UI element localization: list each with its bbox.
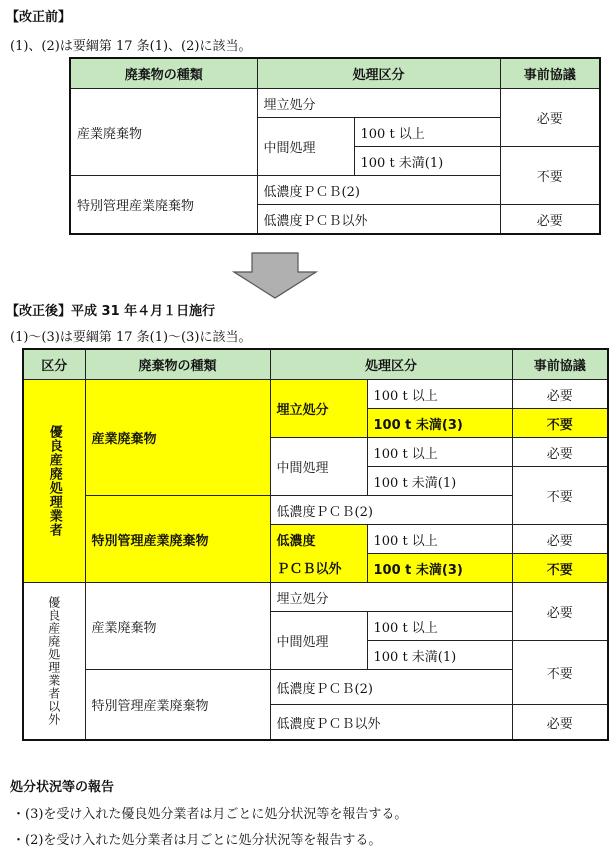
report-heading: 処分状況等の報告	[10, 780, 115, 795]
header-treatment: 処理区分	[257, 58, 500, 89]
cell-industrial: 産業廃棄物	[70, 89, 257, 176]
before-table	[69, 57, 601, 235]
cell-not-required: 不要	[512, 409, 608, 438]
after-table	[22, 348, 609, 741]
cell-special: 特別管理産業廃棄物	[85, 670, 270, 741]
header-consultation: 事前協議	[512, 349, 608, 380]
cell-under100-3: 100 t 未満(3)	[367, 554, 512, 583]
cell-pcb-low-other-1: 低濃度	[270, 525, 367, 554]
header-consultation: 事前協議	[500, 58, 600, 89]
after-note: (1)～(3)は要綱第 17 条(1)～(3)に該当。	[10, 330, 252, 345]
cell-under100: 100 t 未満(1)	[354, 147, 500, 176]
report-item-2: ・(2)を受け入れた処分業者は月ごとに処分状況等を報告する。	[12, 833, 382, 848]
cell-not-required: 不要	[512, 467, 608, 525]
cell-not-required: 不要	[512, 554, 608, 583]
cell-required: 必要	[500, 205, 600, 235]
cell-not-required: 不要	[512, 641, 608, 705]
cell-over100: 100 t 以上	[354, 118, 500, 147]
cell-under100-1: 100 t 未満(1)	[367, 641, 512, 670]
cell-pcb-other: 低濃度ＰＣＢ以外	[270, 705, 512, 741]
cell-intermediate: 中間処理	[270, 438, 367, 496]
cell-required: 必要	[512, 705, 608, 741]
after-heading: 【改正後】平成 31 年４月１日施行	[6, 304, 216, 319]
header-waste-type: 廃棄物の種類	[85, 349, 270, 380]
cell-special: 特別管理産業廃棄物	[85, 496, 270, 583]
cell-pcb-low: 低濃度ＰＣＢ(2)	[270, 670, 512, 705]
cell-over100: 100 t 以上	[367, 380, 512, 409]
non-excellent-label: 優良産廃処理業者以外	[46, 596, 61, 726]
cell-required: 必要	[512, 380, 608, 409]
cell-over100: 100 t 以上	[367, 612, 512, 641]
cell-pcb-other: 低濃度ＰＣＢ以外	[257, 205, 500, 235]
down-arrow-icon	[232, 252, 318, 300]
cell-required: 必要	[512, 438, 608, 467]
report-item-1: ・(3)を受け入れた優良処分業者は月ごとに処分状況等を報告する。	[12, 807, 408, 822]
cell-pcb-low-other-2: ＰＣＢ以外	[270, 554, 367, 583]
cell-over100: 100 t 以上	[367, 438, 512, 467]
before-note: (1)、(2)は要綱第 17 条(1)、(2)に該当。	[10, 39, 252, 54]
cell-under100-3: 100 t 未満(3)	[367, 409, 512, 438]
header-waste-type: 廃棄物の種類	[70, 58, 257, 89]
header-category: 区分	[23, 349, 85, 380]
cell-intermediate: 中間処理	[257, 118, 354, 176]
cell-intermediate: 中間処理	[270, 612, 367, 670]
cell-over100: 100 t 以上	[367, 525, 512, 554]
cell-required: 必要	[512, 583, 608, 641]
cell-industrial: 産業廃棄物	[85, 583, 270, 670]
excellent-label: 優良産廃処理業者	[46, 425, 62, 537]
cell-non-excellent-operator	[23, 583, 85, 741]
cell-industrial: 産業廃棄物	[85, 380, 270, 496]
cell-not-required: 不要	[500, 147, 600, 205]
header-treatment: 処理区分	[270, 349, 512, 380]
cell-landfill: 埋立処分	[257, 89, 500, 118]
cell-landfill: 埋立処分	[270, 583, 512, 612]
cell-pcb-low: 低濃度ＰＣＢ(2)	[270, 496, 512, 525]
cell-excellent-operator	[23, 380, 85, 583]
before-heading: 【改正前】	[6, 10, 72, 25]
cell-required: 必要	[512, 525, 608, 554]
cell-landfill: 埋立処分	[270, 380, 367, 438]
cell-special: 特別管理産業廃棄物	[70, 176, 257, 235]
cell-required: 必要	[500, 89, 600, 147]
cell-pcb-low: 低濃度ＰＣＢ(2)	[257, 176, 500, 205]
cell-under100-1: 100 t 未満(1)	[367, 467, 512, 496]
